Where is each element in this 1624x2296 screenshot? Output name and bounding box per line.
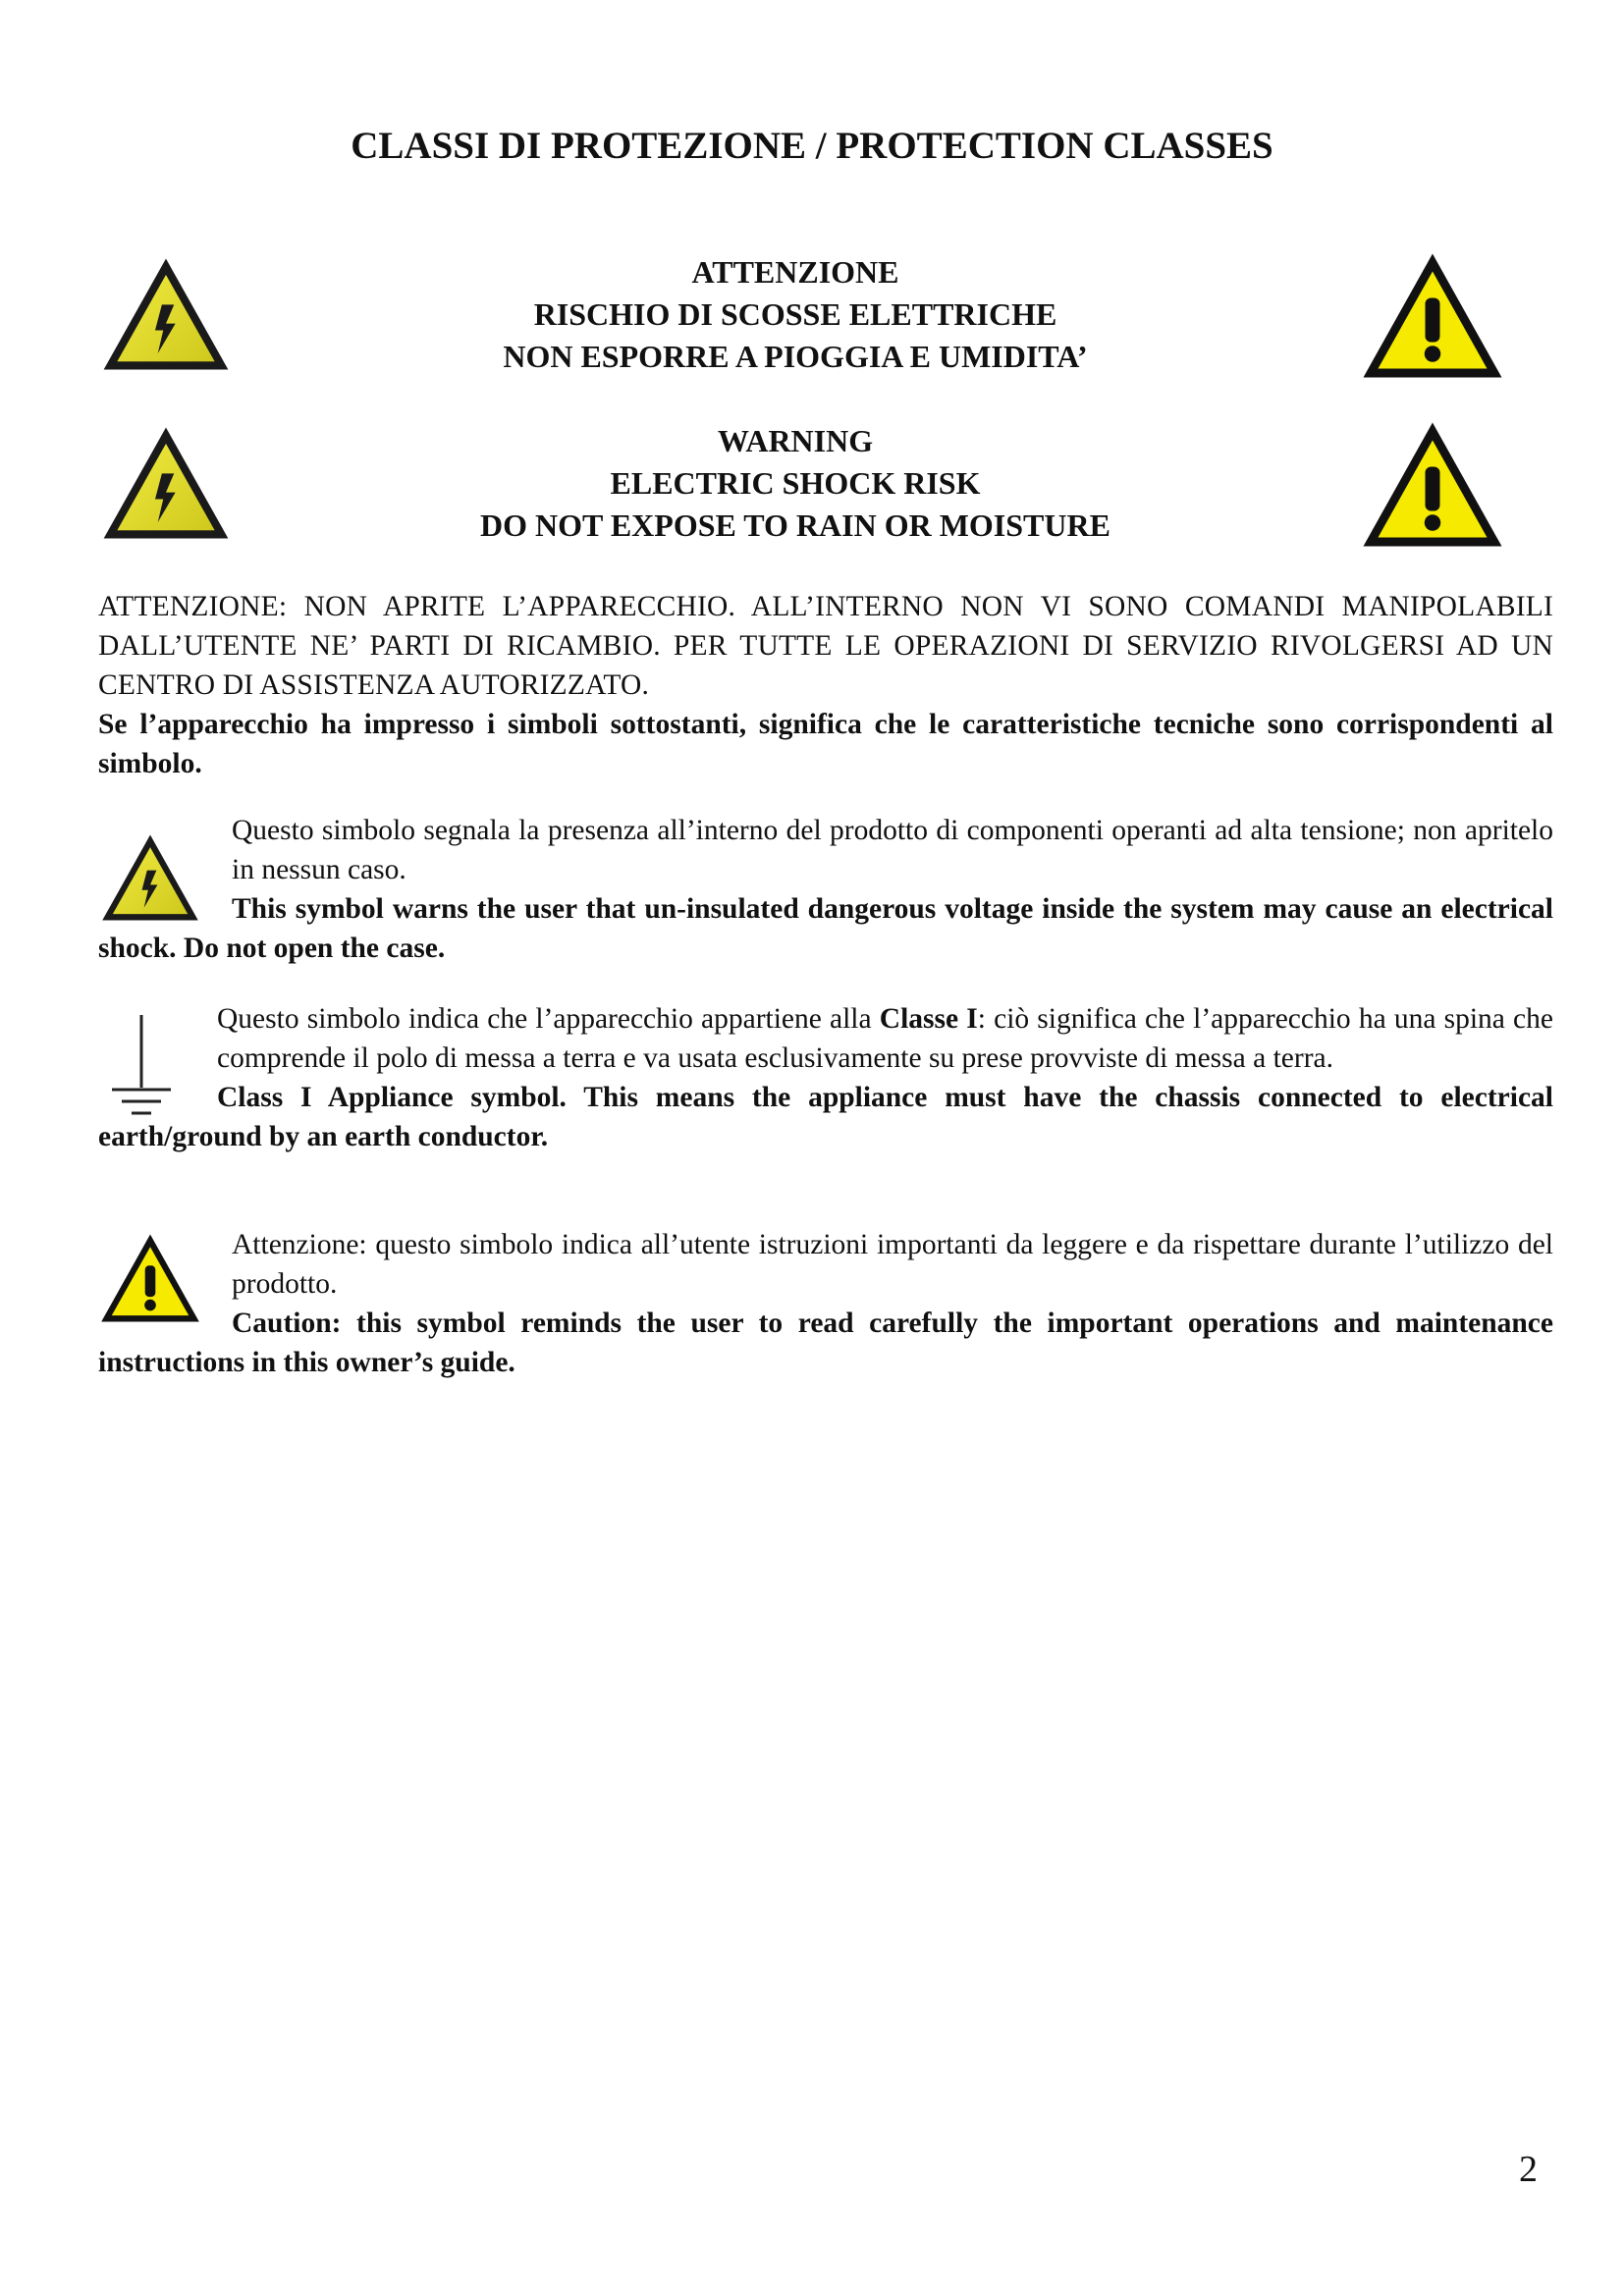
page-number: 2 (1519, 2149, 1538, 2190)
earth-ground-icon (106, 1011, 177, 1132)
class-label: Classe I (879, 1003, 978, 1035)
service-notice-text: ATTENZIONE: NON APRITE L’APPARECCHIO. ALL’INTERNO NON VI SONO COMANDI MANIPOLABILI DALL’UTENTE NE’ PARTI DI RICAMBIO. PER TUTTE LE OPERAZIONI DI SERVIZIO RIVOLGERSI AD UN CENTRO DI ASSISTENZA AUTORIZZATO. (98, 591, 1553, 701)
symbol-notice-text: Se l’apparecchio ha impresso i simboli sottostanti, significa che le caratteristiche tecniche sono corrispondenti al simbolo. (98, 709, 1553, 779)
symbol-description-english: Class I Appliance symbol. This means the appliance must have the chassis connected to electrical earth/ground by an earth conductor. (98, 1082, 1553, 1152)
warning-block-italian (295, 251, 1296, 378)
symbol-entry-caution (98, 1225, 1553, 1382)
symbol-description-italian: Attenzione: questo simbolo indica all’utente istruzioni importanti da leggere e da rispettare durante l’utilizzo del prodotto. (232, 1229, 1553, 1300)
caution-exclamation-icon (1359, 418, 1506, 551)
warning-line: DO NOT EXPOSE TO RAIN OR MOISTURE (480, 507, 1110, 543)
symbol-description-italian: Questo simbolo indica che l’apparecchio appartiene alla Classe I: ciò significa che l’apparecchio ha una spina che comprende il polo di messa a terra e va usata esclusivamente su prese provviste di messa a terra. (217, 1003, 1553, 1074)
electric-shock-warning-icon (98, 253, 234, 375)
symbol-description-english: Caution: this symbol reminds the user to read carefully the important operations and maintenance instructions in this owner’s guide. (98, 1308, 1553, 1378)
page-title: CLASSI DI PROTEZIONE / PROTECTION CLASSES (351, 125, 1273, 167)
caution-exclamation-icon (98, 1231, 202, 1336)
service-notice (98, 587, 1553, 783)
warning-line: RISCHIO DI SCOSSE ELETTRICHE (533, 296, 1057, 332)
warning-block-english (295, 420, 1296, 547)
electric-shock-warning-icon (98, 422, 234, 544)
electric-shock-warning-icon (98, 830, 202, 935)
symbol-description-english: This symbol warns the user that un-insulated dangerous voltage inside the system may cause an electrical shock. Do not open the case. (98, 893, 1553, 964)
warning-heading: WARNING (717, 423, 874, 458)
symbol-description-italian: Questo simbolo segnala la presenza all’interno del prodotto di componenti operanti ad alta tensione; non apritelo in nessun caso. (232, 815, 1553, 885)
caution-exclamation-icon (1359, 249, 1506, 382)
warning-line: ELECTRIC SHOCK RISK (610, 465, 981, 501)
warning-heading: ATTENZIONE (691, 254, 899, 290)
symbol-entry-class1 (98, 999, 1553, 1156)
symbol-entry-voltage (98, 811, 1553, 968)
warning-line: NON ESPORRE A PIOGGIA E UMIDITA’ (503, 339, 1088, 374)
